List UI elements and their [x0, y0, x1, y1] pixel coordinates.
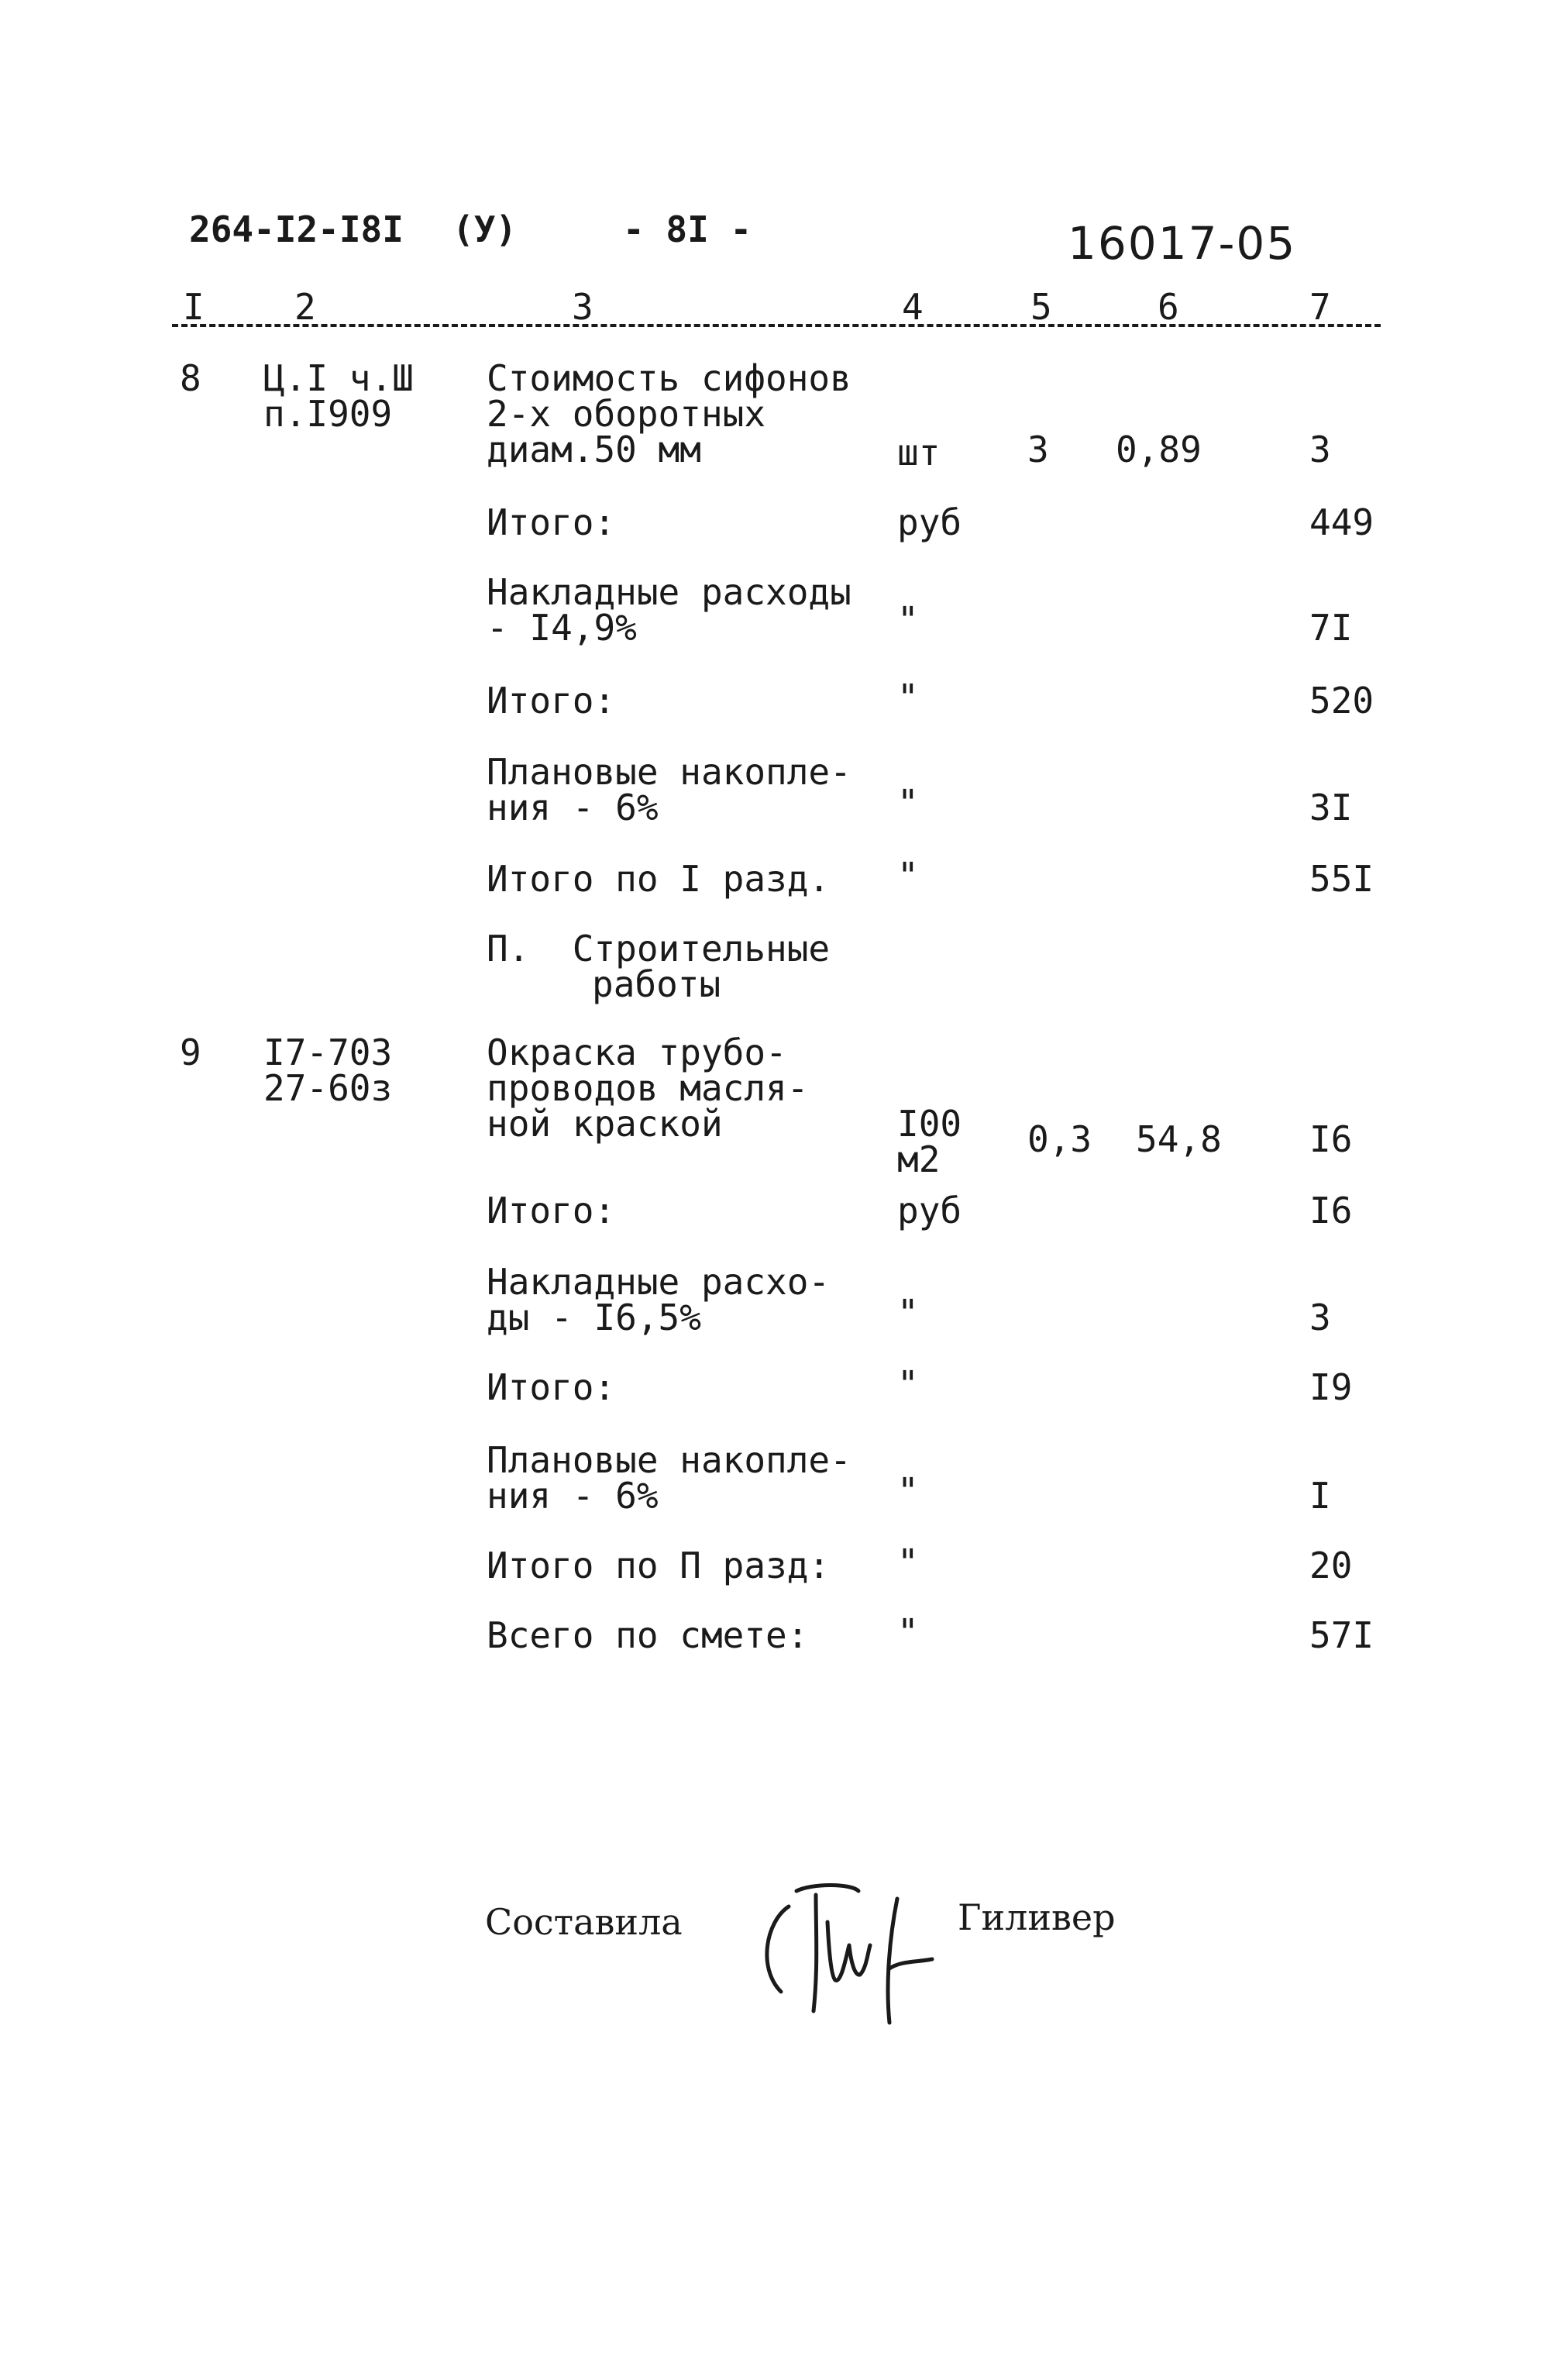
- compiler-name: Гиливер: [958, 1896, 1116, 1938]
- item-total: I6: [1309, 1118, 1353, 1160]
- grand-total-label: Всего по смете:: [487, 1614, 809, 1656]
- column-number: 5: [1030, 286, 1052, 328]
- section-heading-line: работы: [592, 963, 721, 1005]
- planned-savings-label-line: ния - 6%: [487, 1475, 659, 1517]
- ditto-mark: ": [897, 855, 919, 897]
- page-number: - 8I -: [623, 208, 752, 250]
- column-number: I: [183, 286, 205, 328]
- ditto-mark: ": [897, 677, 919, 718]
- ditto-mark: ": [897, 599, 919, 641]
- subtotal-label: Итого:: [487, 501, 616, 543]
- section-total-value: 55I: [1309, 858, 1374, 900]
- section-total-label: Итого по I разд.: [487, 858, 831, 900]
- column-number: 7: [1309, 286, 1331, 328]
- subtotal-value: 449: [1309, 501, 1374, 543]
- column-number: 2: [294, 286, 316, 328]
- planned-savings-label-line: Плановые накопле-: [487, 751, 851, 793]
- item-unit-price: 0,89: [1116, 429, 1202, 470]
- subtotal-label: Итого:: [487, 680, 616, 722]
- ditto-mark: ": [897, 1470, 919, 1512]
- item-unit-price: 54,8: [1136, 1118, 1222, 1160]
- item-unit-line: I00: [897, 1103, 962, 1145]
- column-number: 3: [572, 286, 593, 328]
- grand-total-value: 57I: [1309, 1614, 1374, 1656]
- item-number: 8: [180, 357, 201, 399]
- item-number: 9: [180, 1032, 201, 1073]
- doc-variant: (У): [452, 208, 518, 250]
- overhead-label-line: ды - I6,5%: [487, 1297, 701, 1338]
- ditto-mark: ": [897, 1363, 919, 1405]
- item-reference-line: Ц.I ч.Ш: [263, 357, 414, 399]
- section-total-label: Итого по П разд:: [487, 1545, 831, 1586]
- item-description-line: Окраска трубо-: [487, 1032, 787, 1073]
- overhead-label-line: Накладные расходы: [487, 571, 851, 613]
- item-unit: шт: [897, 432, 941, 474]
- planned-savings-label-line: Плановые накопле-: [487, 1439, 851, 1481]
- item-unit-line: м2: [897, 1138, 941, 1180]
- item-description-line: проводов масля-: [487, 1067, 809, 1109]
- subtotal-label: Итого:: [487, 1190, 616, 1231]
- compiled-by-label: Составила: [485, 1901, 683, 1943]
- subtotal-unit: руб: [897, 1190, 962, 1231]
- handwritten-signature-icon: [742, 1875, 944, 2030]
- item-description-line: диам.50 мм: [487, 429, 701, 470]
- archive-stamp: 16017-05: [1068, 217, 1297, 270]
- column-header-divider: [172, 324, 1381, 327]
- item-reference-line: 27-60з: [263, 1067, 393, 1109]
- overhead-value: 7I: [1309, 607, 1353, 649]
- overhead-value: 3: [1309, 1297, 1331, 1338]
- subtotal-value: I9: [1309, 1366, 1353, 1408]
- item-description-line: 2-х оборотных: [487, 393, 766, 435]
- item-description-line: Стоимость сифонов: [487, 357, 851, 399]
- column-number: 4: [902, 286, 924, 328]
- section-total-value: 20: [1309, 1545, 1353, 1586]
- ditto-mark: ": [897, 1541, 919, 1583]
- ditto-mark: ": [897, 1611, 919, 1653]
- item-reference-line: п.I909: [263, 393, 393, 435]
- planned-savings-value: 3I: [1309, 787, 1353, 828]
- overhead-label-line: Накладные расхо-: [487, 1261, 831, 1303]
- column-number: 6: [1158, 286, 1179, 328]
- subtotal-value: I6: [1309, 1190, 1353, 1231]
- ditto-mark: ": [897, 782, 919, 824]
- planned-savings-value: I: [1309, 1475, 1331, 1517]
- doc-code: 264-I2-I8I: [189, 208, 404, 250]
- item-quantity: 0,3: [1027, 1118, 1092, 1160]
- planned-savings-label-line: ния - 6%: [487, 787, 659, 828]
- subtotal-value: 520: [1309, 680, 1374, 722]
- item-reference-line: I7-703: [263, 1032, 393, 1073]
- item-description-line: ной краской: [487, 1103, 723, 1145]
- overhead-label-line: - I4,9%: [487, 607, 637, 649]
- section-heading-line: П. Строительные: [487, 928, 831, 970]
- item-total: 3: [1309, 429, 1331, 470]
- subtotal-unit: руб: [897, 501, 962, 543]
- subtotal-label: Итого:: [487, 1366, 616, 1408]
- item-quantity: 3: [1027, 429, 1049, 470]
- ditto-mark: ": [897, 1292, 919, 1334]
